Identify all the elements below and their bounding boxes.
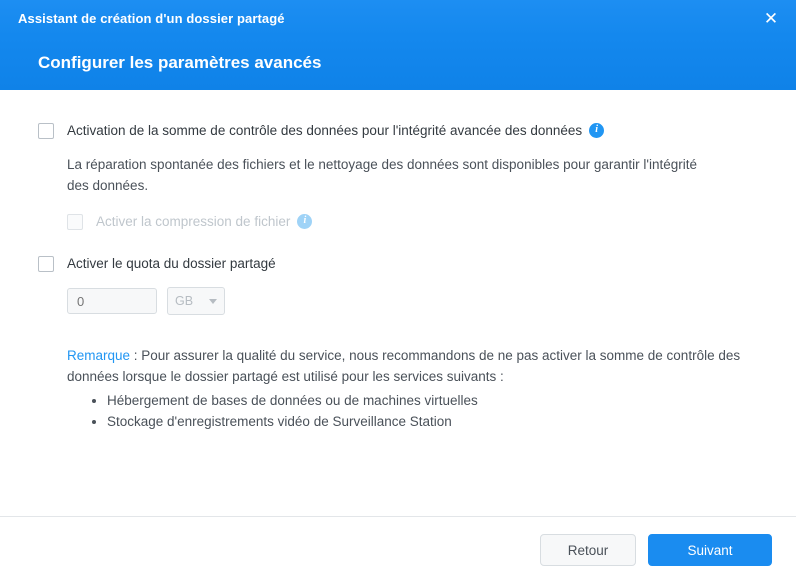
dialog-footer xyxy=(0,516,796,583)
checksum-label-wrap xyxy=(67,122,604,140)
checksum-label: Activation de la somme de contrôle des données pour l'intégrité avancée des données xyxy=(67,123,583,138)
chevron-down-icon xyxy=(209,299,217,304)
list-item: • Hébergement de bases de données ou de machines virtuelles xyxy=(107,390,758,411)
note-list xyxy=(67,390,758,432)
quota-option-row xyxy=(38,255,758,273)
dialog-titlebar xyxy=(0,0,796,36)
compression-label: Activer la compression de fichier xyxy=(96,214,291,229)
dialog-content xyxy=(0,90,796,516)
dialog-subheader xyxy=(0,36,796,90)
checksum-info-icon[interactable]: i xyxy=(589,123,604,138)
compression-info-icon[interactable]: i xyxy=(297,214,312,229)
quota-unit-value: GB xyxy=(175,294,194,308)
page-title: Configurer les paramètres avancés xyxy=(38,53,322,72)
compression-label-wrap xyxy=(96,213,312,231)
quota-inputs xyxy=(67,287,758,315)
note-text: : Pour assurer la qualité du service, nous recommandons de ne pas activer la somme de contrôle des données lorsque le dossier partagé est utilisé pour les services suivants : xyxy=(67,348,741,384)
quota-label: Activer le quota du dossier partagé xyxy=(67,256,276,271)
next-button[interactable]: Suivant xyxy=(648,534,772,566)
dialog-title: Assistant de création d'un dossier partagé xyxy=(18,10,285,26)
checksum-description: La réparation spontanée des fichiers et le nettoyage des données sont disponibles pour garantir l'intégrité des données. xyxy=(67,157,697,193)
note-block xyxy=(67,345,758,432)
compression-option-row xyxy=(67,213,758,231)
checksum-option-row xyxy=(38,122,758,140)
close-icon[interactable]: ✕ xyxy=(763,8,779,28)
checksum-checkbox[interactable] xyxy=(38,123,54,139)
list-item: • Stockage d'enregistrements vidéo de Surveillance Station xyxy=(107,411,758,432)
quota-checkbox[interactable] xyxy=(38,256,54,272)
note-label: Remarque xyxy=(67,348,131,363)
quota-value-input[interactable] xyxy=(67,288,157,314)
back-button[interactable]: Retour xyxy=(540,534,636,566)
compression-checkbox[interactable] xyxy=(67,214,83,230)
quota-unit-select[interactable] xyxy=(167,287,225,315)
